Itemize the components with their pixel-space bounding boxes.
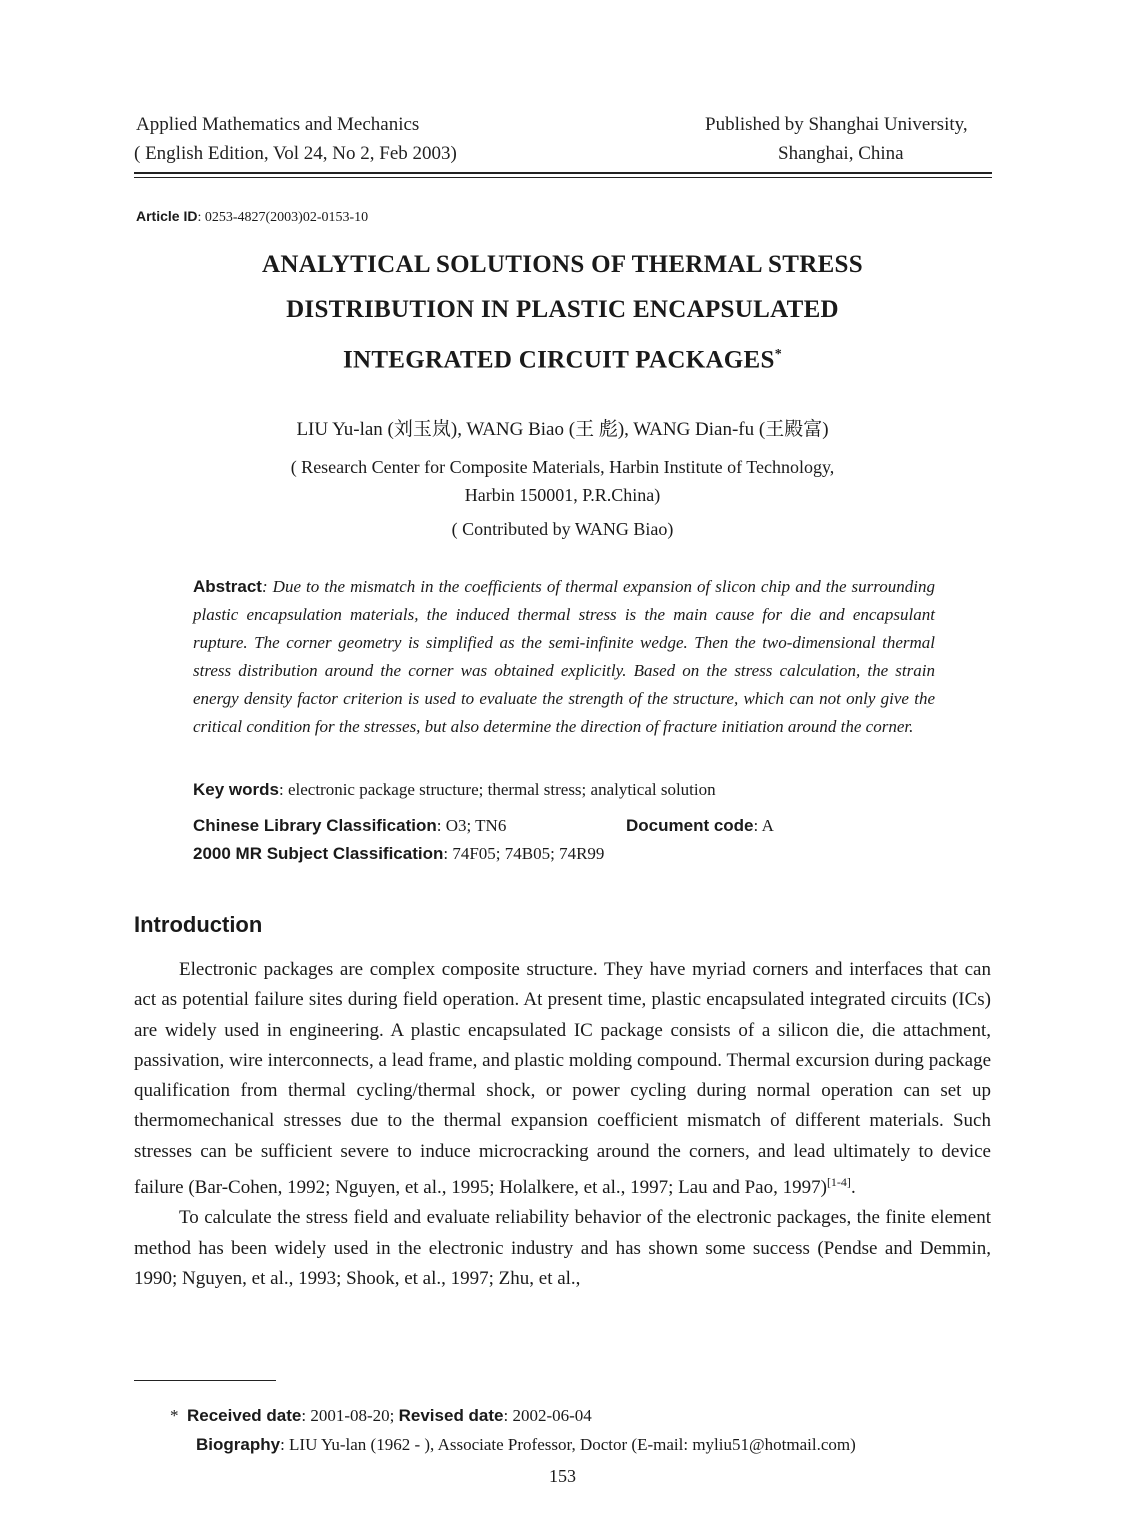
footnote-dates bbox=[170, 1401, 592, 1430]
citation-ref: [1-4] bbox=[826, 1175, 851, 1190]
clc-classification bbox=[193, 812, 506, 840]
title-line-1: ANALYTICAL SOLUTIONS OF THERMAL STRESS bbox=[262, 251, 863, 278]
document-code bbox=[626, 812, 774, 840]
mr-classification bbox=[193, 840, 604, 868]
article-id-label: Article ID bbox=[136, 208, 198, 224]
article-id bbox=[136, 208, 368, 226]
article-id-value: : 0253-4827(2003)02-0153-10 bbox=[197, 210, 369, 225]
paragraph-2: To calculate the stress field and evaluate reliability behavior of the electronic packages, the finite element method has been widely used in the electronic industry and has shown some success (Pendse and Demmin, 1990; Nguyen, et al., 1993; Shook, et al., 1997; Zhu, et al., bbox=[134, 1207, 991, 1289]
contributed-by: ( Contributed by WANG Biao) bbox=[451, 519, 674, 539]
publisher: Published by Shanghai University, bbox=[705, 114, 968, 135]
biography-value: : LIU Yu-lan (1962 - ), Associate Professor, Doctor (E-mail: myliu51@hotmail.com) bbox=[280, 1435, 856, 1454]
abstract bbox=[193, 573, 935, 741]
affiliation-line-1: ( Research Center for Composite Materials, Harbin Institute of Technology, bbox=[290, 457, 835, 477]
keywords-text: : electronic package structure; thermal stress; analytical solution bbox=[278, 780, 716, 799]
received-label: Received date bbox=[187, 1406, 302, 1425]
title-footnote-mark: * bbox=[774, 347, 783, 362]
footnote-rule bbox=[134, 1380, 276, 1381]
mr-label: 2000 MR Subject Classification bbox=[193, 844, 444, 863]
paragraph-1 bbox=[134, 955, 991, 1203]
section-heading: Introduction bbox=[134, 912, 263, 937]
keywords-label: Key words bbox=[193, 780, 279, 799]
clc-value: : O3; TN6 bbox=[436, 816, 507, 835]
abstract-label: Abstract bbox=[193, 577, 262, 596]
body-text bbox=[134, 955, 991, 1294]
title-line-3-text: INTEGRATED CIRCUIT PACKAGES bbox=[342, 346, 775, 374]
clc-label: Chinese Library Classification bbox=[193, 816, 437, 835]
journal-name: Applied Mathematics and Mechanics bbox=[136, 114, 420, 135]
authors: LIU Yu-lan (刘玉岚), WANG Biao (王 彪), WANG Dian-fu (王殿富) bbox=[296, 419, 829, 440]
document-code-value: : A bbox=[753, 816, 774, 835]
title-line-3 bbox=[0, 340, 1125, 375]
title-line-2: DISTRIBUTION IN PLASTIC ENCAPSULATED bbox=[286, 296, 839, 323]
footnote-mark: * bbox=[170, 1406, 179, 1425]
journal-edition: ( English Edition, Vol 24, No 2, Feb 2003) bbox=[134, 143, 457, 164]
page-number: 153 bbox=[549, 1466, 576, 1486]
revised-label: Revised date bbox=[398, 1406, 504, 1425]
footnote-biography bbox=[196, 1430, 856, 1459]
paragraph-1-end: . bbox=[850, 1177, 856, 1199]
received-value: : 2001-08-20; bbox=[301, 1406, 395, 1425]
paragraph-1-text: Electronic packages are complex composite structure. They have myriad corners and interfaces that can act as potential failure sites during field operation. At present time, plastic encapsulated integrated circuits (ICs) are widely used in engineering. A plastic encapsulated IC package consists of a silicon die, die attachment, passivation, wire interconnects, a lead frame, and plastic molding compound. Thermal excursion during package qualification from thermal cycling/thermal shock, or power cycling during normal operation can set up thermomechanical stresses due to the thermal expansion coefficient mismatch of different materials. Such stresses can be sufficient severe to induce microcracking around the corners, and lead ultimately to device failure (Bar-Cohen, 1992; Nguyen, et al., 1995; Holalkere, et al., 1997; Lau and Pao, 1997) bbox=[134, 959, 991, 1199]
mr-value: : 74F05; 74B05; 74R99 bbox=[443, 844, 605, 863]
publisher-location: Shanghai, China bbox=[778, 143, 904, 164]
header-rule-bottom bbox=[134, 177, 992, 178]
abstract-text: : Due to the mismatch in the coefficients of thermal expansion of slicon chip and the surrounding plastic encapsulation materials, the induced thermal stress is the main cause for die and encapsulant rupture. The corner geometry is simplified as the semi-infinite wedge. Then the two-dimensional thermal stress distribution around the corner was obtained explicitly. Based on the stress calculation, the strain energy density factor criterion is used to evaluate the strength of the structure, which can not only give the critical condition for the stresses, but also determine the direction of fracture initiation around the corner. bbox=[193, 577, 935, 736]
revised-value: : 2002-06-04 bbox=[503, 1406, 592, 1425]
keywords bbox=[193, 776, 716, 804]
biography-label: Biography bbox=[196, 1435, 281, 1454]
document-code-label: Document code bbox=[626, 816, 754, 835]
header-rule-top bbox=[134, 172, 992, 174]
affiliation-line-2: Harbin 150001, P.R.China) bbox=[464, 485, 661, 505]
